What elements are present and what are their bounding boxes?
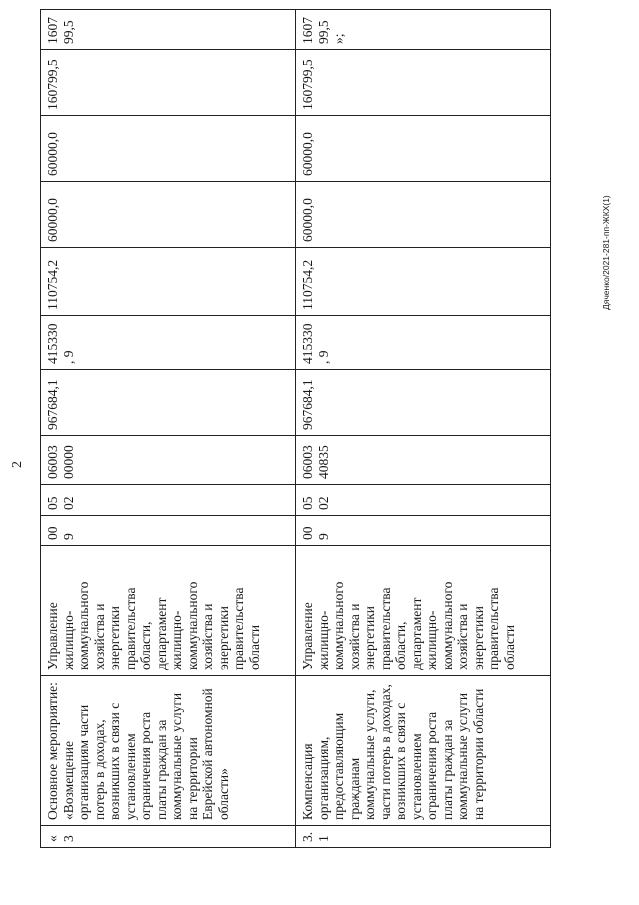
executor: Управление жилищно-коммунального хозяйства и энергетики правительства области, департамент жилищно-коммунального хозяйства и энергетики правительства области [296,546,551,676]
row-number: «3 [41,826,296,848]
amount-year-5: 160799,5 [296,50,551,116]
amount-total: 967684,1 [41,370,296,436]
page-number: 2 [10,461,25,468]
executor: Управление жилищно-коммунального хозяйства и энергетики правительства области, департамент жилищно-коммунального хозяйства и энергетики правительства области [41,546,296,676]
budget-table [40,9,551,848]
amount-year-1: 415330, 9 [296,316,551,370]
amount-year-6: 160799,5 »; [296,10,551,50]
amount-year-5: 160799,5 [41,50,296,116]
amount-year-3: 60000,0 [296,182,551,248]
table-row [41,10,296,848]
amount-year-1: 415330, 9 [41,316,296,370]
csr-code: 06003 00000 [41,436,296,485]
amount-year-3: 60000,0 [41,182,296,248]
amount-year-2: 110754,2 [296,248,551,316]
amount-total: 967684,1 [296,370,551,436]
amount-year-6: 160799,5 [41,10,296,50]
amount-year-2: 110754,2 [41,248,296,316]
amount-year-4: 60000,0 [41,116,296,182]
grbs-code: 009 [296,516,551,546]
grbs-code: 009 [41,516,296,546]
rzpr-code: 0502 [41,485,296,516]
row-number: 3.1 [296,826,551,848]
footer-code [597,150,617,310]
amount-year-4: 60000,0 [296,116,551,182]
table-row [296,10,551,848]
footer-code-text: Дяченко/2021-281-пп-ЖКХ(1) [601,195,611,310]
activity-name: Основное мероприятие: «Возмещение организациям части потерь в доходах, возникших в связи с установлением ограничения роста платы граждан за коммунальные услуги на территории Еврейской автономной области» [41,676,296,826]
csr-code: 06003 40835 [296,436,551,485]
rzpr-code: 0502 [296,485,551,516]
activity-name: Компенсация организациям, предоставляющим гражданам коммунальные услуги, части потерь в доходах, возникших в связи с установлением ограничения роста платы граждан за коммунальные услуги на территории области [296,676,551,826]
rotated-content [10,17,550,848]
